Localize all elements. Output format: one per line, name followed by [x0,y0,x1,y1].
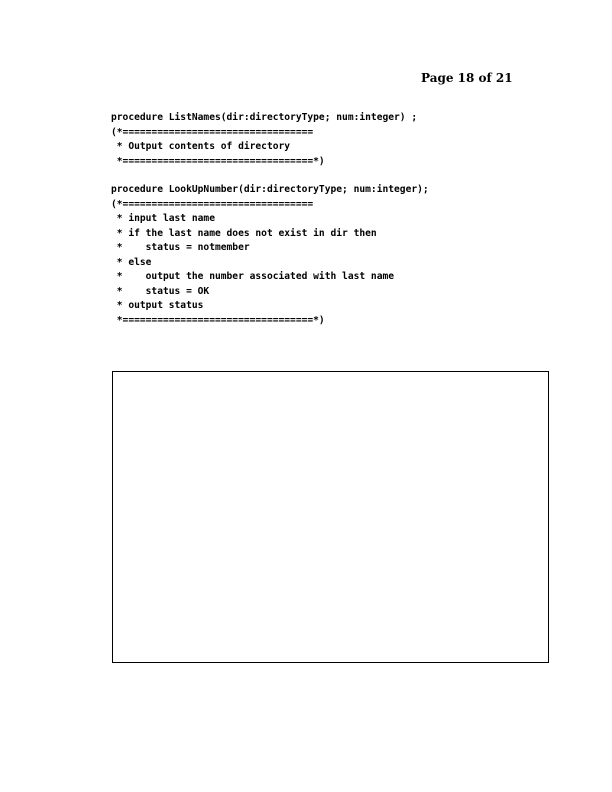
code-line: * output status [111,300,204,311]
code-line: * Output contents of directory [111,141,291,152]
code-line: *=================================*) [111,155,325,167]
page-number: Page 18 of 21 [421,71,513,85]
code-line: * status = notmember [111,242,250,253]
code-line: * output the number associated with last name [111,271,395,282]
lookupnumber-code-block [111,183,429,328]
answer-box[interactable] [112,371,549,663]
code-line: * else [111,256,152,268]
code-line: procedure LookUpNumber(dir:directoryType; num:integer); [111,184,429,195]
code-line: (*================================= [111,126,314,138]
code-line: procedure ListNames(dir:directoryType; num:integer) ; [111,112,418,123]
code-line: *=================================*) [111,314,325,326]
listnames-code-block [111,111,417,169]
code-line: (*================================= [111,198,314,210]
code-line: * input last name [111,213,215,224]
code-line: * status = OK [111,285,210,297]
code-line: * if the last name does not exist in dir then [111,227,377,239]
